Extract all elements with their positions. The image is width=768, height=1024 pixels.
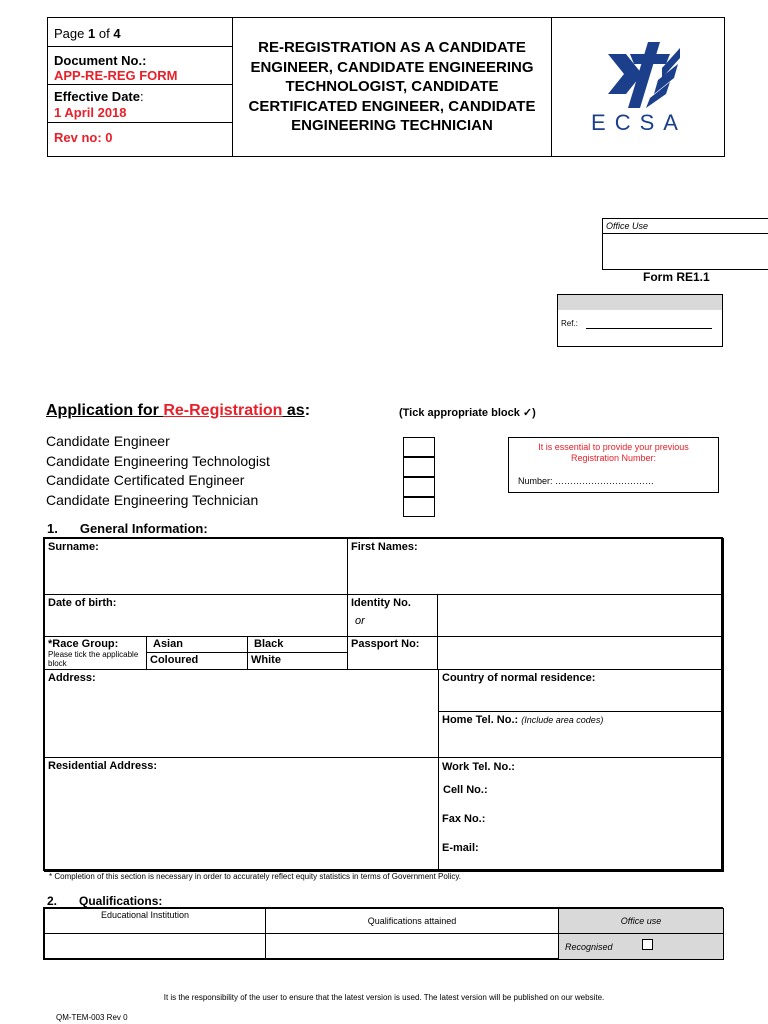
application-heading-red: Re-Registration — [163, 402, 283, 419]
checkbox-candidate-certificated-engineer[interactable] — [403, 477, 435, 497]
or-label: or — [355, 615, 365, 627]
registration-number-field[interactable]: Number: …………………………… — [518, 476, 655, 486]
checkbox-candidate-engineering-technician[interactable] — [403, 497, 435, 517]
home-tel-cell[interactable] — [438, 711, 724, 758]
reference-box — [557, 294, 723, 347]
fax-no-label[interactable]: Fax No.: — [442, 813, 486, 825]
effective-date-value: 1 April 2018 — [54, 105, 127, 120]
race-group-cell — [44, 636, 147, 670]
checkbox-candidate-engineering-technologist[interactable] — [403, 457, 435, 477]
registration-number-notice — [508, 437, 719, 493]
document-header — [47, 17, 725, 157]
footer-note: It is the responsibility of the user to ensure that the latest version is used. The latest version will be published on our website. — [163, 993, 605, 1002]
date-of-birth-label: Date of birth: — [48, 597, 117, 609]
section1-number: 1. — [47, 521, 58, 536]
page-total: 4 — [113, 26, 121, 41]
contact-details-cell — [438, 757, 724, 872]
residential-address-label: Residential Address: — [48, 760, 158, 772]
surname-label: Surname: — [48, 541, 99, 553]
address-label: Address: — [48, 672, 96, 684]
section2-number: 2. — [47, 894, 58, 908]
first-names-label: First Names: — [351, 541, 418, 553]
equity-footnote: * Completion of this section is necessary in order to accurately reflect equity statistics in terms of Government Policy. — [49, 872, 462, 881]
effective-date-colon: : — [139, 89, 144, 104]
race-black[interactable] — [247, 636, 348, 653]
residential-address-cell[interactable] — [44, 757, 439, 872]
office-use-field[interactable] — [603, 234, 768, 269]
office-use-box — [602, 218, 768, 270]
option-candidate-engineer: Candidate Engineer — [46, 433, 170, 449]
qualification-field[interactable] — [265, 933, 559, 960]
document-number-block — [48, 47, 232, 85]
col-attained-label: Qualifications attained — [367, 916, 457, 926]
option-candidate-certificated-engineer: Candidate Certificated Engineer — [46, 472, 245, 488]
page-indicator — [48, 18, 232, 47]
home-tel-label: Home Tel. No.: — [442, 714, 519, 726]
home-tel-note: (Include area codes) — [521, 715, 604, 725]
application-heading-pre: Application for — [46, 402, 164, 419]
identity-no-label: Identity No. — [351, 597, 411, 609]
race-asian[interactable] — [146, 636, 248, 653]
section1-heading — [47, 521, 208, 536]
country-residence-label: Country of normal residence: — [442, 672, 596, 684]
qualifications-table — [43, 907, 723, 960]
race-black-label: Black — [254, 638, 284, 650]
col-office-use-label: Office use — [620, 916, 662, 926]
race-white[interactable] — [247, 652, 348, 670]
work-tel-label[interactable]: Work Tel. No.: — [442, 761, 515, 773]
reference-box-shade — [558, 295, 722, 310]
qualifications-header-institution — [44, 908, 266, 934]
address-cell[interactable] — [44, 669, 439, 758]
document-number-value: APP-RE-REG FORM — [54, 68, 178, 83]
ecsa-logo — [551, 18, 726, 156]
application-heading-colon: : — [304, 402, 311, 419]
option-candidate-engineering-technician: Candidate Engineering Technician — [46, 491, 259, 508]
identity-no-cell — [347, 594, 438, 637]
reference-input-line[interactable] — [586, 328, 712, 329]
page-number: 1 — [88, 26, 96, 41]
effective-date-block — [48, 85, 232, 123]
qualifications-header-attained — [265, 908, 559, 934]
passport-no-field[interactable] — [437, 636, 724, 670]
recognised-checkbox[interactable] — [642, 939, 653, 950]
header-info-column — [48, 18, 233, 156]
country-residence-cell[interactable] — [438, 669, 724, 712]
institution-field[interactable] — [44, 933, 266, 960]
race-group-note: Please tick the applicable block — [48, 650, 139, 668]
recognised-label: Recognised — [565, 942, 613, 952]
document-code: QM-TEM-003 Rev 0 — [56, 1013, 128, 1022]
email-label[interactable]: E-mail: — [442, 842, 479, 854]
document-number-label: Document No.: — [54, 53, 147, 68]
first-names-cell[interactable] — [347, 538, 724, 595]
office-use-label: Office Use — [603, 219, 768, 234]
section1-title: General Information: — [79, 521, 208, 536]
ecsa-logo-graphic — [552, 18, 727, 156]
race-coloured[interactable] — [146, 652, 248, 670]
col-institution-label: Educational Institution — [100, 910, 190, 920]
surname-cell[interactable] — [44, 538, 348, 595]
page-of-label: of — [98, 26, 110, 41]
revision-number: Rev no: 0 — [54, 130, 113, 145]
tick-instruction: (Tick appropriate block ✓) — [399, 407, 536, 419]
checkbox-candidate-engineer[interactable] — [403, 437, 435, 457]
ecsa-logo-text: ECSA — [591, 110, 687, 135]
form-number-label: Form RE1.1 — [643, 270, 710, 284]
general-information-table — [43, 537, 723, 871]
application-heading-post: as — [282, 402, 305, 419]
effective-date-label: Effective Date — [54, 89, 140, 104]
registration-number-notice-text: It is essential to provide your previous Registration Number: — [538, 442, 689, 463]
passport-no-cell — [347, 636, 438, 670]
passport-no-label: Passport No: — [351, 638, 420, 650]
recognised-cell — [558, 933, 724, 960]
race-coloured-label: Coloured — [150, 654, 199, 666]
identity-no-field[interactable] — [437, 594, 724, 637]
page-label: Page — [54, 26, 85, 41]
reference-label: Ref.: — [561, 319, 578, 328]
document-title: RE-REGISTRATION AS A CANDIDATE ENGINEER, CANDIDATE ENGINEERING TECHNOLOGIST, CANDIDATE CERTIFICATED ENGINEER, CANDIDATE ENGINEERING TECHNICIAN — [248, 39, 536, 135]
race-white-label: White — [251, 654, 281, 666]
race-group-label: *Race Group: — [48, 638, 119, 650]
cell-no-label[interactable]: Cell No.: — [443, 784, 488, 796]
qualifications-header-office-use — [558, 908, 724, 934]
section2-title: Qualifications: — [79, 894, 163, 908]
race-asian-label: Asian — [153, 638, 183, 650]
application-options — [46, 432, 270, 510]
option-candidate-engineering-technologist: Candidate Engineering Technologist — [46, 452, 270, 469]
date-of-birth-cell[interactable] — [44, 594, 348, 637]
application-heading — [46, 402, 310, 420]
section2-heading — [47, 894, 162, 908]
